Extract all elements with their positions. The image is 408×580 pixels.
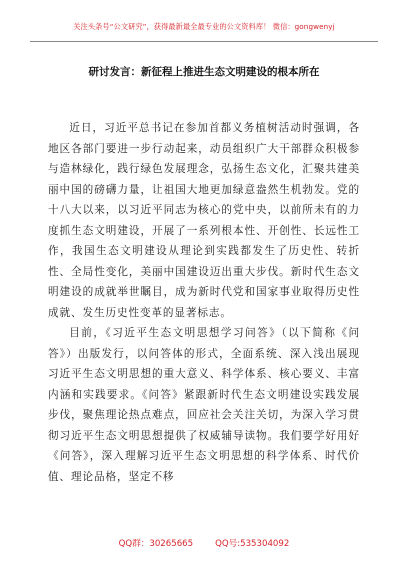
footer-qq-group: QQ群：30265665 [118,539,194,549]
footer-qq-number: QQ号:535304092 [215,539,290,549]
header-notice: 关注头条号“公文研究”，获得最新最全最专业的公文资料库！ 微信：gongwenyj [73,22,335,31]
document-body [48,118,360,487]
body-paragraph-2: 目前，《习近平生态文明思想学习问答》（以下简称《问答》）出版发行，以问答体的形式，全面系统、深入浅出展现习近平生态文明思想的重大意义、科学体系、核心要义、丰富内涵和实践要求。《问答》紧跟新时代生态文明建设实践发展步伐，聚焦理论热点难点，回应社会关注关切，为深入学习贯彻习近平生态文明思想提供了权威辅导读物。我们要学好用好《问答》，深入理解习近平生态文明思想的科学体系、时代价值、理论品格，坚定不移 [48,327,360,483]
document-title: 研讨发言：新征程上推进生态文明建设的根本所在 [88,66,320,78]
footer-contact [0,537,408,549]
body-paragraph-1: 近日，习近平总书记在参加首都义务植树活动时强调，各地区各部门要进一步行动起来，动员组织广大干部群众积极参与造林绿化，践行绿色发展理念，弘扬生态文化，汇聚共建美丽中国的磅礴力量，让祖国大地更加绿意盎然生机勃发。党的十八大以来，以习近平同志为核心的党中央，以前所未有的力度抓生态文明建设，开展了一系列根本性、开创性、长远性工作，我国生态文明建设从理论到实践都发生了历史性、转折性、全局性变化，美丽中国建设迈出重大步伐。新时代生态文明建设的成就举世瞩目，成为新时代党和国家事业取得历史性成就、发生历史性变革的显著标志。 [48,122,360,319]
header-divider [30,41,378,42]
